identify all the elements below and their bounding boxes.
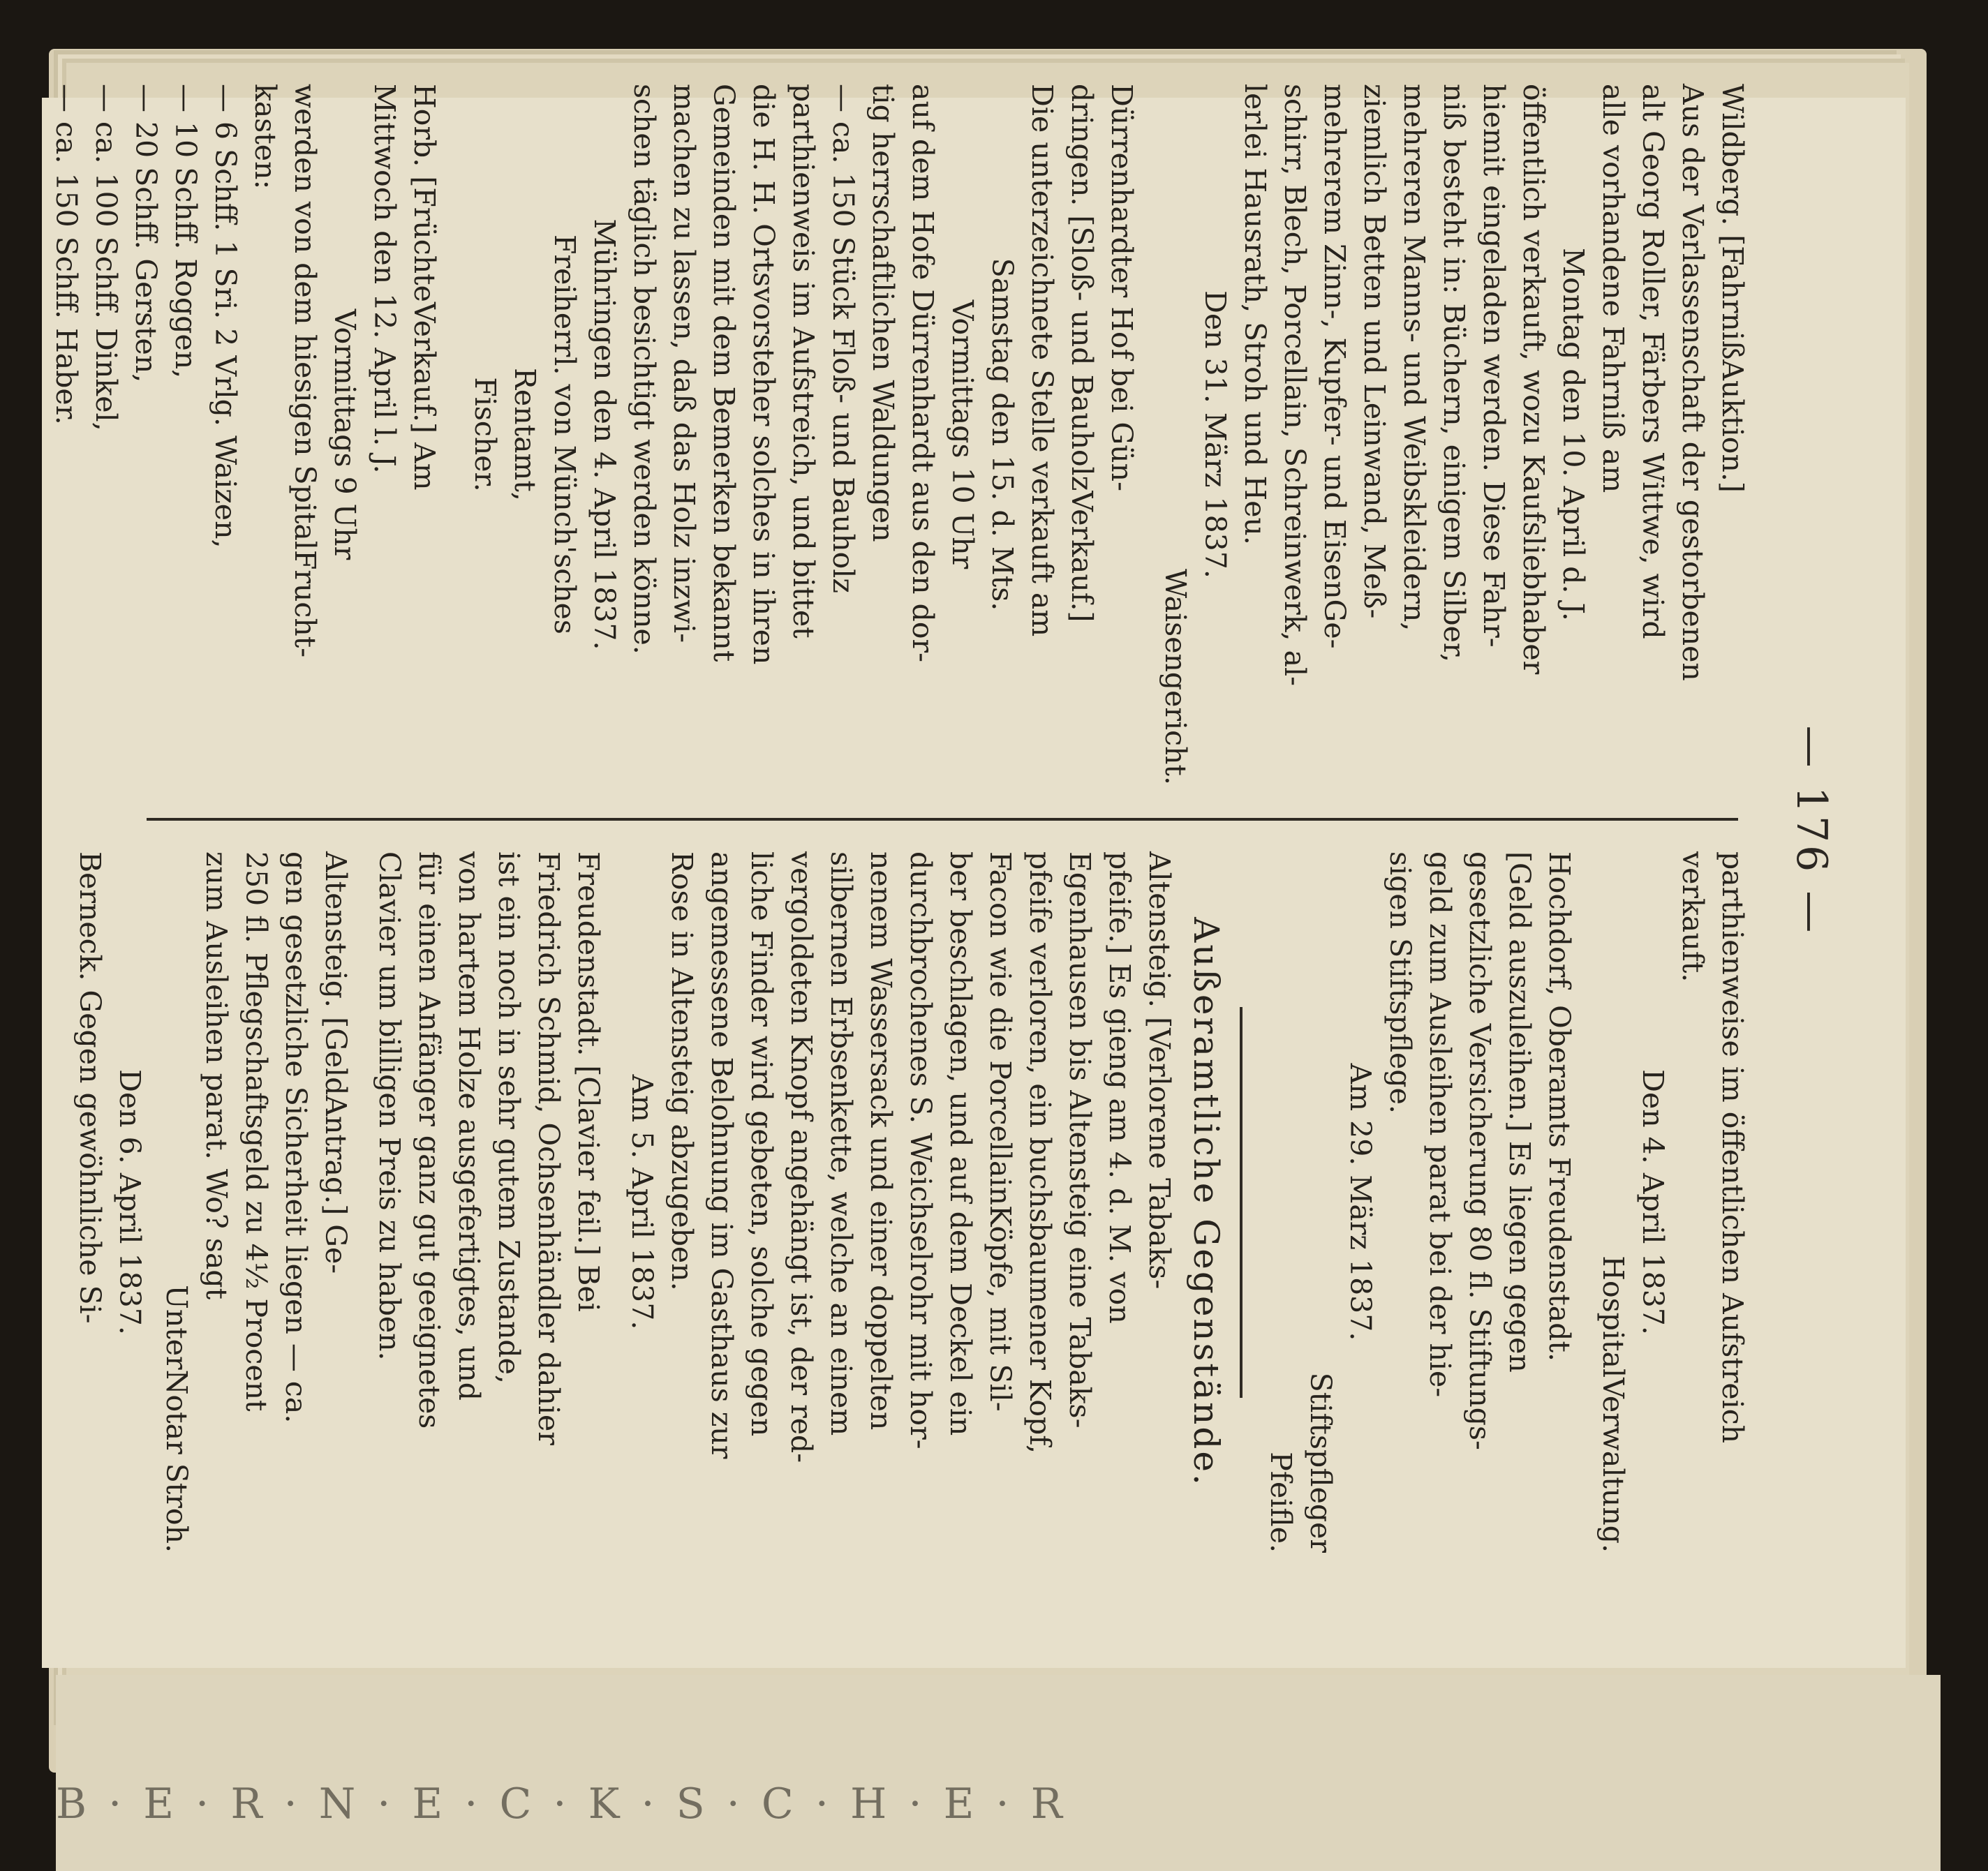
- entry-line: vergoldeten Knopf angehängt ist, der red-: [785, 851, 818, 1463]
- entry-line: Vormittags 9 Uhr: [328, 308, 362, 560]
- entry-line: Gemeinden mit dem Bemerken bekannt: [707, 84, 741, 662]
- entry-line: mehrerem Zinn-, Kupfer- und EisenGe-: [1318, 84, 1351, 649]
- entry-hochdorf: [1261, 851, 1579, 1553]
- entry-line: 250 fl. Pflegschaftsgeld zu 4½ Procent: [239, 851, 273, 1412]
- entry-line: Egenhausen bis Altensteig eine Tabaks-: [1063, 851, 1097, 1429]
- entry-line: geld zum Ausleihen parat bei der hie-: [1423, 851, 1457, 1398]
- entry-date: Am 5. April 1837.: [625, 1074, 659, 1330]
- entry-line: durchbrochenes S. Weichselrohr mit hor-: [904, 851, 937, 1449]
- entry-line: silbernen Erbsenkette, welche an einem: [824, 851, 858, 1436]
- facing-page: [56, 1675, 1941, 1871]
- page-number: — 176 —: [1787, 725, 1836, 936]
- entry-line: niß besteht in: Büchern, einigem Silber,: [1437, 84, 1471, 663]
- entry-line: pfeife.] Es gieng am 4. d. M. von: [1103, 851, 1136, 1324]
- entry-line: verkauft.: [1676, 851, 1709, 983]
- entry-line: machen zu lassen, daß das Holz inzwi-: [667, 84, 701, 643]
- entry-line: parthienweis im Aufstreich, und bittet: [787, 84, 820, 639]
- entry-line: Altensteig. [GeldAntrag.] Ge-: [319, 851, 353, 1274]
- entry-line: tig herrschaftlichen Waldungen: [866, 84, 900, 542]
- list-item: — 10 Schff. Roggen,: [169, 84, 202, 379]
- entry-line: von hartem Holze ausgefertigtes, und: [452, 851, 486, 1401]
- entry-line: die H. H. Ortsvorsteher solches in ihren: [747, 84, 780, 665]
- entry-line: hiemit eingeladen werden. Diese Fahr-: [1477, 84, 1511, 648]
- entry-line: Montag den 10. April d. J.: [1557, 248, 1590, 621]
- entry-line: Aus der Verlassenschaft der gestorbenen: [1676, 84, 1709, 681]
- entry-line: Rose in Altensteig abzugeben.: [665, 851, 699, 1291]
- entry-line: liche Finder wird gebeten, solche gegen: [745, 851, 778, 1437]
- entry-line: ziemlich Betten und Leinwand, Meß-: [1358, 84, 1391, 619]
- facing-page-text: B · E · R · N · E · C · K · S · C · H · E · R: [56, 1780, 1067, 1828]
- entry-line: Friedrich Schmid, Ochsenhändler dahier: [532, 851, 565, 1445]
- list-item: — 6 Schff. 1 Sri. 2 Vrlg. Waizen,: [209, 84, 242, 549]
- entry-freudenstadt: [369, 851, 608, 1553]
- entry-line: [Geld auszuleihen.] Es liegen gegen: [1503, 851, 1536, 1373]
- entry-line: ber beschlagen, und auf dem Deckel ein: [944, 851, 977, 1436]
- right-column: [73, 851, 1752, 1553]
- entry-line: Wildberg. [FahrnißAuktion.]: [1716, 84, 1749, 493]
- entry-line: gesetzliche Versicherung 80 fl. Stiftungs-: [1463, 851, 1497, 1450]
- entry-line: Hochdorf, Oberamts Freudenstadt.: [1543, 851, 1576, 1362]
- entry-altensteig-geld: [156, 851, 355, 1553]
- entry-signature: Pfeifle.: [1264, 1452, 1298, 1553]
- entry-signature: Freiherrl. von Münch'sches: [548, 234, 581, 634]
- entry-line: lerlei Hausrath, Stroh und Heu.: [1238, 84, 1272, 545]
- entry-line: Berneck. Gegen gewöhnliche Si-: [73, 851, 107, 1324]
- entry-line: öffentlich verkauft, wozu Kaufsliebhaber: [1517, 84, 1550, 675]
- entry-horb: [46, 84, 444, 785]
- entry-line: dringen. [Sloß- und BauholzVerkauf.]: [1065, 84, 1099, 623]
- entry-line: alt Georg Roller, Färbers Wittwe, wird: [1636, 84, 1670, 639]
- entry-line: Mittwoch den 12. April l. J.: [368, 84, 401, 474]
- rotated-page-content: [50, 63, 1843, 1598]
- entry-date: Den 6. April 1837.: [113, 1069, 147, 1335]
- entry-line: mehreren Manns- und Weibskleidern,: [1397, 84, 1431, 632]
- entry-line: zum Ausleihen parat. Wo? sagt: [200, 851, 233, 1300]
- entry-line: schirr, Blech, Porcellain, Schreinwerk, al-: [1278, 84, 1312, 687]
- entry-line: Dürrenhardter Hof bei Gün-: [1105, 84, 1138, 491]
- entry-line: pfeife verloren, ein buchsbaumener Kopf,: [1023, 851, 1057, 1454]
- entry-date: Am 29. März 1837.: [1344, 1063, 1377, 1341]
- left-column: [50, 84, 1752, 785]
- entry-line: auf dem Hofe Dürrenhardt aus den dor-: [906, 84, 940, 662]
- column-divider: [147, 818, 1738, 821]
- entry-line: Die unterzeichnete Stelle verkauft am: [1025, 84, 1059, 637]
- entry-line: gen gesetzliche Sicherheit liegen — ca.: [279, 851, 313, 1424]
- entry-lines: [1235, 84, 1752, 785]
- section-title: Außeramtliche Gegenstände.: [1186, 917, 1226, 1487]
- entry-line: parthienweise im öffentlichen Aufstreich: [1716, 851, 1749, 1444]
- entry-line: ist ein noch in sehr gutem Zustande,: [492, 851, 526, 1384]
- entry-line: Horb. [FrüchteVerkauf.] Am: [408, 84, 441, 491]
- entry-line: für einen Anfänger ganz gut geeignetes: [413, 851, 446, 1429]
- entry-signature: Stiftspfleger: [1304, 1372, 1337, 1553]
- entry-duerrenhardt: [465, 84, 1141, 785]
- entry-line: Vormittags 10 Uhr: [946, 299, 979, 569]
- list-item: — ca. 150 Schff. Haber.: [50, 84, 83, 425]
- entry-line: nenem Wassersack und einer doppelten: [864, 851, 898, 1431]
- entry-berneck: [70, 851, 149, 1553]
- entry-line: kasten:: [248, 84, 282, 190]
- section-rule: [1240, 1007, 1242, 1398]
- entry-line: — ca. 150 Stück Floß- und Bauholz: [826, 84, 860, 593]
- entry-signature: UnterNotar Stroh.: [160, 1285, 193, 1553]
- entry-continuation: [1593, 851, 1752, 1553]
- entry-line: Facon wie die PorcellainKöpfe, mit Sil-: [984, 851, 1017, 1412]
- entry-line: werden von dem hiesigen SpitalFrucht-: [288, 84, 322, 658]
- entry-line: sigen Stiftspflege.: [1384, 851, 1417, 1114]
- entry-line: Altensteig. [Verlorene Tabaks-: [1143, 851, 1176, 1290]
- entry-altensteig-pfeife: [622, 851, 1179, 1553]
- entry-date: Mühringen den 4. April 1837.: [588, 218, 621, 650]
- list-item: — ca. 100 Schff. Dinkel,: [89, 84, 123, 431]
- entry-wildberg: [1155, 84, 1752, 785]
- entry-signature: HospitalVerwaltung.: [1596, 1255, 1630, 1553]
- entry-date: Den 4. April 1837.: [1636, 1069, 1670, 1335]
- entry-line: alle vorhandene Fahrniß am: [1596, 84, 1630, 493]
- entry-line: Samstag den 15. d. Mts.: [986, 258, 1019, 611]
- entry-line: schen täglich besichtigt werden könne.: [628, 84, 661, 655]
- entry-line: Clavier um billigen Preis zu haben.: [373, 851, 406, 1361]
- entry-signature: Fischer.: [468, 377, 502, 492]
- entry-line: Freudenstadt. [Clavier feil.] Bei: [572, 851, 605, 1312]
- list-item: — 20 Schff. Gersten,: [129, 84, 163, 383]
- entry-date: Den 31. März 1837.: [1199, 290, 1232, 579]
- entry-line: angemessene Belohnung im Gasthaus zur: [705, 851, 739, 1459]
- entry-signature: Waisengericht.: [1159, 569, 1192, 785]
- entry-signature: Rentamt,: [508, 368, 542, 501]
